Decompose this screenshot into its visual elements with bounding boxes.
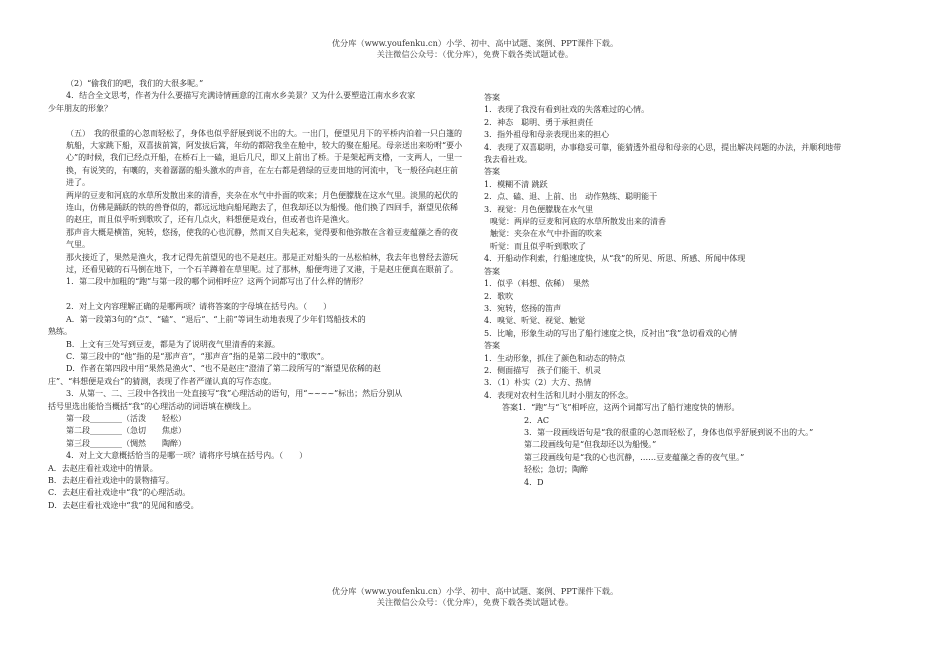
answer-line: 3．视觉：月色便朦胧在水气里 (484, 204, 594, 214)
answer-line: 1．生动形象，抓住了颜色和动态的特点 (484, 353, 626, 363)
answer-blank-3: 第三段________（惆然 陶醉） (66, 438, 186, 448)
option-2b: B．上文有三处写到豆麦，都是为了说明夜气里清香的来源。 (66, 339, 280, 349)
answer-line: 4．表现对农村生活和儿时小朋友的怀念。 (484, 390, 634, 400)
answer-heading: 答案 (484, 167, 500, 177)
answer-line: 3．指外祖母和母亲表现出来的担心 (484, 130, 610, 140)
option-2a-cont: 熟练。 (48, 327, 72, 337)
footer-line-1: 优分库（www.youfenku.cn）小学、初中、高中试题、案例、PPT课件下载。 (331, 586, 619, 596)
answer-line: 答案1．“跑”与“飞”相呼应，这两个词都写出了船行速度快的情形。 (502, 403, 740, 413)
answer-line: 4．表现了双喜聪明，办事稳妥可靠，能猜透外祖母和母亲的心思，提出解决问题的办法，并顺利地带 (484, 142, 842, 152)
option-2d: D．作者在第四段中用“果然是渔火”、“也不是赵庄”澄清了第二段所写的“渐望见依稀的赵 (66, 364, 381, 374)
answer-line: 2．歌吹 (484, 291, 514, 301)
passage-paragraph-1: （五） 我的很重的心忽而轻松了，身体也似乎舒展到说不出的大。一出门，便望见月下的平桥内泊着一只白篷的航船，大家跳下船，双喜拔前篙，阿发拔后篙，年幼的都陪我坐在舱中，较大的聚在船尾。母亲送出来吩咐“要小心”的时候，我们已经点开船，在桥石上一磕，退后几尺，即又上前出了桥。于是架起两支橹，一支两人，一里一换，有说笑的，有嚷的，夹着潺潺的船头激水的声音，在左右都是碧绿的豆麦田地的河流中，飞一般径向赵庄前进了。 (66, 128, 463, 188)
answer-heading: 答案 (484, 266, 500, 276)
question-3: 3．从第一、二、三段中各找出一处直接写“我”心理活动的语句，用“~~~~”标出；然后分别从 (66, 389, 403, 399)
answer-line: 5．比喻，形象生动的写出了船行速度之快，反衬出“我”急切看戏的心情 (484, 328, 738, 338)
option-4c: C．去赵庄看社戏途中“我”的心理活动。 (48, 488, 191, 498)
question-4: 4．对上文大意概括恰当的是哪一项？请将序号填在括号内。（ ） (66, 451, 308, 461)
answer-line: 2．神态 聪明、勇于承担责任 (484, 117, 594, 127)
answer-blank-2: 第二段________（急切 焦虑） (66, 426, 186, 436)
answer-heading: 答案 (484, 341, 500, 351)
question-2: 2．对上文内容理解正确的是哪两项？请将答案的字母填在括号内。（ ） (66, 302, 332, 312)
answer-line: 4．开船动作利索，行船速度快，从“我”的所见、所思、所感、所闻中体现 (484, 254, 746, 264)
question-3-cont: 括号里选出能恰当概括“我”的心理活动的词语填在横线上。 (48, 401, 257, 411)
answer-blank-1: 第一段________（活泼 轻松） (66, 413, 186, 423)
answer-line: 轻松；急切；陶醉 (524, 465, 588, 475)
answer-line: 2．AC (524, 415, 549, 425)
answer-line: 4．D (524, 477, 544, 487)
answer-line: 我去看社戏。 (484, 155, 532, 165)
header-line-1: 优分库（www.youfenku.cn）小学、初中、高中试题、案例、PPT课件下载。 (331, 38, 619, 48)
passage-paragraph-4: 那火接近了，果然是渔火，我才记得先前望见的也不是赵庄。那是正对船头的一丛松柏林，我去年也曾经去游玩过，还看见破的石马倒在地下，一个石羊蹲着在草里呢。过了那林，船便弯进了叉港，于是赵庄便真在眼前了。 (66, 252, 458, 275)
answer-line: 1．表现了我没有看到社戏的失落难过的心情。 (484, 105, 650, 115)
answer-line: 嗅觉：两岸的豆麦和河底的水草所散发出来的清香 (490, 217, 666, 227)
answer-heading: 答案 (484, 93, 500, 102)
left-column (48, 78, 463, 512)
answer-line: 第二段画线句是“但我却还以为船慢。” (524, 440, 657, 450)
passage-paragraph-3: 那声音大概是横笛，宛转，悠扬，使我的心也沉静，然而又自失起来，觉得要和他弥散在含着豆麦蕴藻之香的夜气里。 (66, 227, 458, 250)
answer-line: 1．似乎（料想、依稀） 果然 (484, 279, 590, 289)
page-footer (0, 586, 950, 608)
left-line: 少年朋友的形象？ (48, 103, 112, 113)
option-2a: A．第一段第3句的“点”、“磕”、“退后”、“上前”等词生动地表现了少年们驾船技术的 (66, 314, 366, 324)
option-4b: B．去赵庄看社戏途中的景物描写。 (48, 475, 174, 485)
page-header (0, 38, 950, 60)
left-line: （2）“偷我们的吧，我们的大很多呢。” (66, 79, 204, 88)
answer-line: 4．嗅觉、听觉、视觉、触觉 (484, 316, 586, 326)
passage-paragraph-2: 两岸的豆麦和河底的水草所发散出来的清香，夹杂在水气中扑面的吹来；月色便朦胧在这水气里。淡黑的起伏的连山，仿佛是踊跃的铁的兽脊似的，都远远地向船尾跑去了，但我却还以为船慢。他们换了四回手，渐望见依稀的赵庄，而且似乎听到歌吹了，还有几点火，料想便是戏台，但或者也许是渔火。 (66, 190, 458, 225)
left-line: 4．结合全文思考，作者为什么要描写充满诗情画意的江南水乡美景？又为什么要塑造江南水乡农家 (66, 91, 416, 101)
option-4a: A．去赵庄看社戏途中的情景。 (48, 463, 158, 473)
option-4d: D．去赵庄看社戏途中“我”的见闻和感受。 (48, 500, 199, 510)
answer-line: 3．第一段画线语句是“我的很重的心忽而轻松了，身体也似乎舒展到说不出的大。” (524, 427, 814, 437)
answer-line: 第三段画线句是“我的心也沉静，……豆麦蕴藻之香的夜气里。” (524, 452, 745, 462)
answer-line: 2．侧面描写 孩子们能干、机灵 (484, 365, 602, 375)
option-2d-cont: 庄”、“料想便是戏台”的猜测，表现了作者严谨认真的写作态度。 (48, 376, 277, 386)
header-line-2: 关注微信公众号：（优分库），免费下载各类试题试卷。 (376, 49, 574, 59)
option-2c: C．第三段中的“他”指的是“那声音”，“那声音”指的是第二段中的“歌吹”。 (66, 351, 329, 361)
answer-line: 2．点、磕、退、上前、出 动作熟练、聪明能干 (484, 192, 658, 202)
question-1: 1．第二段中加粗的“跑”与第一段的哪个词相呼应？这两个词都写出了什么样的情形？ (66, 277, 368, 287)
answer-line: 3．（1）朴实（2）大方、热情 (484, 378, 592, 388)
answer-line: 3．宛转，悠扬的笛声 (484, 303, 562, 313)
answer-line: 1．模糊不清 跳跃 (484, 179, 548, 189)
answer-line: 触觉：夹杂在水气中扑面的吹来 (490, 229, 602, 239)
answer-line: 听觉：而且似乎听到歌吹了 (490, 241, 586, 251)
right-column (484, 92, 904, 489)
footer-line-2: 关注微信公众号：（优分库），免费下载各类试题试卷。 (376, 597, 574, 607)
